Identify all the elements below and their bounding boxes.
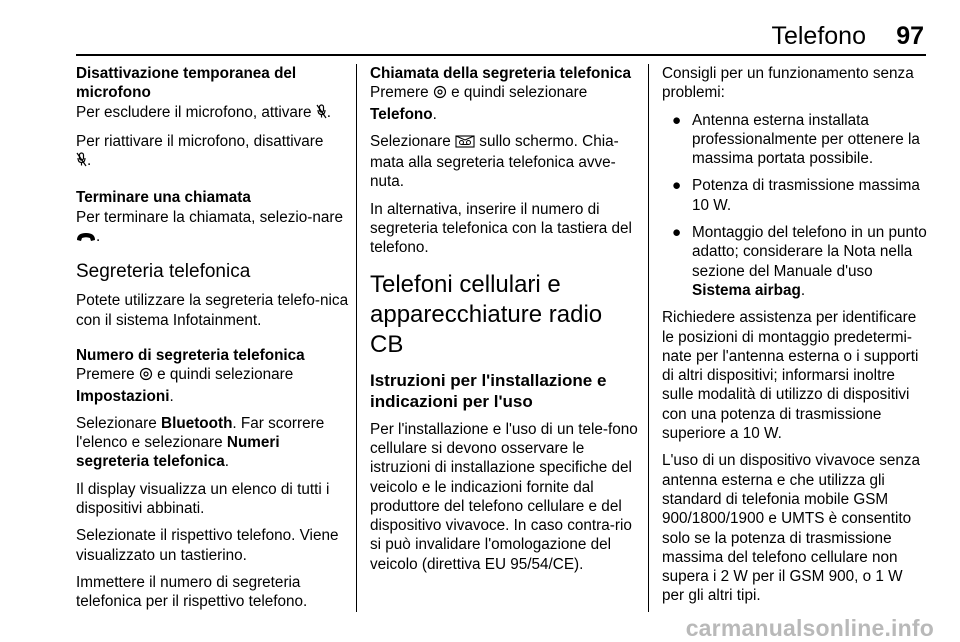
list-item: ● Potenza di trasmissione massima 10 W.: [672, 177, 920, 214]
paragraph-press-home-phone: Premere e quindi selezionare Telefono.: [370, 84, 588, 123]
column-1: [76, 64, 350, 620]
microphone-mute-icon: [76, 152, 87, 172]
page-title: Telefono: [771, 22, 866, 50]
list-item: ● Montaggio del telefono in un punto adatto; considerare la Nota nella sezione del Manuale d'uso Sistema airbag.: [672, 224, 927, 299]
bullet-icon: ●: [672, 111, 682, 129]
bullet-icon: ●: [672, 224, 682, 242]
paragraph-voicemail-intro: Potete utilizzare la segreteria telefo-nica con il sistema Infotainment.: [76, 292, 349, 329]
section-heading-call-voicemail: Chiamata della segreteria telefonica: [370, 65, 632, 82]
page-number: 97: [896, 22, 924, 50]
section-heading-mobile-phones: Telefoni cellulari e apparecchiature radio CB: [370, 270, 603, 358]
column-2: [370, 64, 638, 582]
list-item: ● Antenna esterna installata professionalmente per ottenere la massima portata possibile.: [672, 111, 920, 168]
hang-up-handset-icon: [76, 229, 96, 248]
paragraph-tips-intro: Consigli per un funzionamento senza problemi:: [662, 65, 914, 102]
paragraph-press-home: Premere e quindi selezionare Impostazioni.: [76, 366, 294, 405]
column-divider-2: [648, 64, 649, 612]
paragraph-select-voicemail: Selezionare sullo schermo. Chia-mata alla segreteria telefonica avve-nuta.: [370, 132, 619, 191]
microphone-mute-icon: [316, 104, 327, 124]
paragraph-alternative-keypad: In alternativa, inserire il numero di segreteria telefonica con la tastiera del telefono.: [370, 200, 632, 257]
tips-list: [662, 111, 928, 301]
paragraph-handsfree: L'uso di un dispositivo vivavoce senza antenna esterna e che utilizza gli standard di telefonia mobile GSM 900/1800/1900 e UMTS è consentito solo se la potenza di trasmissione massima del telefono cellulare non supera i 2 W per il GSM 900, o 1 W per gli altri tipi.: [662, 452, 921, 605]
paragraph-select-bluetooth: Selezionare Bluetooth. Far scorrere l'elenco e selezionare Numeri segreteria telefonica.: [76, 414, 325, 471]
paragraph-installation: Per l'installazione e l'uso di un tele-fono cellulare si devono osservare le istruzioni di installazione specifiche del veicolo e le indicazioni fornite dal produttore del telefono cellulare e del dispositivo vivavoce. In caso contra-rio si può invalidare l'omologazione del veicolo (direttiva EU 95/54/CE).: [370, 420, 638, 573]
column-3: [662, 64, 928, 614]
paragraph-unmute-mic: Per riattivare il microfono, disattivare .: [76, 132, 350, 173]
home-star-icon: [139, 367, 153, 386]
section-heading-end-call: Terminare una chiamata: [76, 189, 251, 207]
section-heading-installation: Istruzioni per l'installazione e indicazioni per l'uso: [370, 370, 607, 411]
page-header: [0, 0, 960, 60]
paragraph-mute-mic: Per escludere il microfono, attivare .: [76, 103, 350, 124]
header-rule: [76, 54, 926, 56]
home-star-icon: [433, 85, 447, 104]
section-heading-mic-mute: Disattivazione temporanea del microfono: [76, 65, 297, 102]
section-heading-voicemail: Segreteria telefonica: [76, 261, 251, 283]
paragraph-select-phone: Selezionate il rispettivo telefono. Viene visualizzato un tastierino.: [76, 527, 339, 564]
paragraph-assistance: Richiedere assistenza per identificare le posizioni di montaggio predetermi-nate per l'antenna esterna o i supporti di altri dispositivi; informarsi inoltre sulle modalità di utilizzo di dispositivi con una potenza di trasmissione superiore a 10 W.: [662, 309, 919, 443]
bullet-icon: ●: [672, 177, 682, 195]
column-divider-1: [356, 64, 357, 612]
section-heading-voicemail-number: Numero di segreteria telefonica: [76, 346, 305, 364]
paragraph-enter-number: Immettere il numero di segreteria telefonica per il rispettivo telefono.: [76, 573, 308, 611]
paragraph-end-call: Per terminare la chiamata, selezio-nare .: [76, 208, 350, 249]
watermark: carmanualsonline.info: [685, 615, 934, 641]
voicemail-icon: [455, 134, 475, 153]
page-footer: [0, 614, 960, 642]
paragraph-device-list: Il display visualizza un elenco di tutti i dispositivi abbinati.: [76, 480, 330, 518]
